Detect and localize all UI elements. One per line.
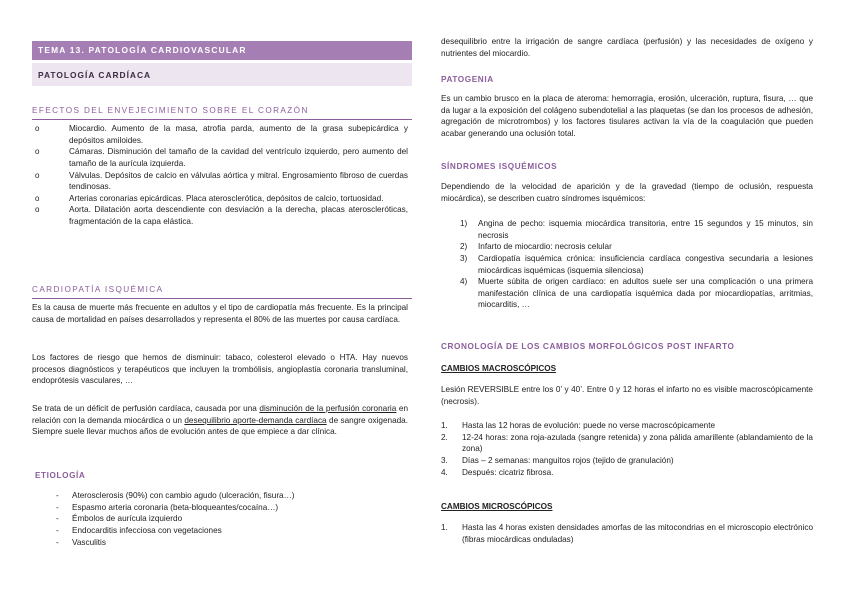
syndromes-heading: SÍNDROMES ISQUÉMICOS — [441, 162, 558, 171]
syndromes-intro: Dependiendo de la velocidad de aparición y de la gravedad (tiempo de oclusión, respuesta miocárdica), se describen cuatro síndromes isquémicos: — [441, 182, 813, 203]
item-number: 3. — [441, 455, 448, 465]
item-text: Infarto de miocardio: necrosis celular — [478, 242, 612, 252]
macro-intro: Lesión REVERSIBLE entre los 0’ y 40’. Entre 0 y 12 horas el infarto no es visible macroscópicamente (necrosis). — [441, 385, 813, 406]
item-text: Muerte súbita de origen cardíaco: en adultos suele ser una complicación o una primera manifestación clínica de una cardiopatía isquémica dada por miocardiopatías, arritmias, miocarditis, … — [478, 277, 813, 310]
list-item — [441, 218, 813, 241]
chronology-heading: CRONOLOGÍA DE LOS CAMBIOS MORFOLÓGICOS POST INFARTO — [441, 342, 735, 351]
section-title: PATOLOGÍA CARDÍACA — [32, 63, 412, 86]
item-number: 4) — [460, 277, 468, 287]
macro-list — [441, 420, 813, 478]
item-number: 2. — [441, 432, 448, 442]
list-item — [441, 241, 813, 253]
list-item: - Aterosclerosis (90%) con cambio agudo (ulceración, fisura…) — [32, 490, 408, 502]
underlined-term: disminución de la perfusión coronaria — [259, 404, 397, 413]
list-item: - Espasmo arteria coronaria (beta-bloqueantes/cocaína…) — [32, 502, 408, 514]
item-text: Hasta las 4 horas existen densidades amorfas de las mitocondrias en el microscopio electrónico (fibras miocárdicas onduladas) — [462, 523, 813, 544]
micro-list — [441, 522, 813, 545]
list-item — [441, 455, 813, 467]
micro-heading: CAMBIOS MICROSCÓPICOS — [441, 502, 553, 511]
item-text: 12-24 horas: zona roja-azulada (sangre retenida) y zona pálida amarillente (ablandamiento de la zona) — [462, 432, 813, 454]
aging-heading: EFECTOS DEL ENVEJECIMIENTO SOBRE EL CORAZÓN — [32, 105, 412, 120]
list-item — [441, 467, 813, 479]
item-text: Hasta las 12 horas de evolución: puede no verse macroscópicamente — [462, 421, 716, 430]
item-text: Después: cicatriz fibrosa. — [462, 467, 554, 477]
item-text: Angina de pecho: isquemia miocárdica transitoria, entre 15 segundos y 15 minutos, sin necrosis — [478, 219, 813, 240]
item-number: 1) — [460, 219, 468, 228]
ischemic-paragraph-2: Los factores de riesgo que hemos de disminuir: tabaco, colesterol elevado o HTA. Hay nuevos procesos diagnósticos y terapéuticos que incluyen la trombólisis, angioplastia coronaria transluminal, endoprótesis vasculares, … — [32, 353, 408, 386]
ischemic-heading: CARDIOPATÍA ISQUÉMICA — [32, 284, 412, 299]
continued-paragraph: desequilibrio entre la irrigación de sangre cardíaca (perfusión) y las necesidades de oxígeno y nutrientes del miocardio. — [441, 37, 813, 58]
aging-list — [32, 123, 408, 228]
ischemic-paragraph-1: Es la causa de muerte más frecuente en adultos y el tipo de cardiopatía más frecuente. Es la principal causa de mortalidad en países desarrollados y representa el 80% de las muertes por causa cardíaca. — [32, 303, 408, 324]
list-item — [441, 420, 813, 432]
item-number: 3) — [460, 253, 468, 263]
item-text: Cardiopatía isquémica crónica: insuficiencia cardíaca congestiva secundaria a lesiones miocárdicas isquémicas (isquemia silenciosa) — [478, 253, 813, 275]
list-item: o Válvulas. Depósitos de calcio en válvulas aórtica y mitral. Engrosamiento fibroso de cuerdas tendinosas. — [32, 170, 408, 193]
list-item: - Émbolos de aurícula izquierdo — [32, 513, 408, 525]
pathogenesis-paragraph: Es un cambio brusco en la placa de ateroma: hemorragia, erosión, ulceración, ruptura, fisura, … que da lugar a la exposición del colágeno subendotelial a las plaquetas (se dan los procesos de adhesión, agregación de microtrombos) y los factores tisulares activan la vía de la coagulación que pueden acabar generando una oclusión total. — [441, 94, 813, 138]
list-item — [441, 432, 813, 455]
macro-heading: CAMBIOS MACROSCÓPICOS — [441, 364, 557, 373]
item-text: Días – 2 semanas: manguitos rojos (tejido de granulación) — [462, 455, 674, 465]
underlined-term: desequilibrio aporte-demanda cardíaca — [184, 415, 327, 425]
list-item: o Miocardio. Aumento de la masa, atrofia parda, aumento de la grasa subepicárdica y depósitos amiloides. — [32, 123, 408, 146]
syndromes-list — [441, 218, 813, 311]
text-run: en relación con la demanda miocárdica o un — [32, 404, 408, 425]
pathogenesis-heading: PATOGENIA — [441, 75, 494, 84]
list-item — [441, 522, 813, 545]
item-number: 4. — [441, 467, 448, 477]
item-number: 1. — [441, 523, 448, 532]
etiology-list — [32, 490, 408, 548]
item-number: 2) — [460, 242, 468, 252]
item-number: 1. — [441, 421, 448, 430]
text-run: Se trata de un déficit de perfusión cardíaca, causada por una — [32, 404, 260, 413]
chapter-title: TEMA 13. PATOLOGÍA CARDIOVASCULAR — [32, 41, 412, 60]
list-item: o Arterias coronarias epicárdicas. Placa aterosclerótica, depósitos de calcio, tortuosidad. — [32, 193, 408, 205]
list-item: - Vasculitis — [32, 537, 408, 549]
list-item — [441, 276, 813, 311]
list-item — [441, 253, 813, 276]
list-item: o Cámaras. Disminución del tamaño de la cavidad del ventrículo izquierdo, pero aumento del tamaño de la aurícula izquierda. — [32, 146, 408, 169]
etiology-heading: ETIOLOGÍA — [35, 471, 86, 480]
list-item: - Endocarditis infecciosa con vegetaciones — [32, 525, 408, 537]
text-run: de sangre oxigenada. Siempre suele llevar muchos años de evolución antes de que empiece a dar clínica. — [32, 415, 409, 437]
ischemic-paragraph-3 — [32, 403, 408, 438]
list-item: o Aorta. Dilatación aorta descendiente con desviación a la derecha, placas ateroscleróticas, fragmentación de la capa elástica. — [32, 204, 408, 227]
